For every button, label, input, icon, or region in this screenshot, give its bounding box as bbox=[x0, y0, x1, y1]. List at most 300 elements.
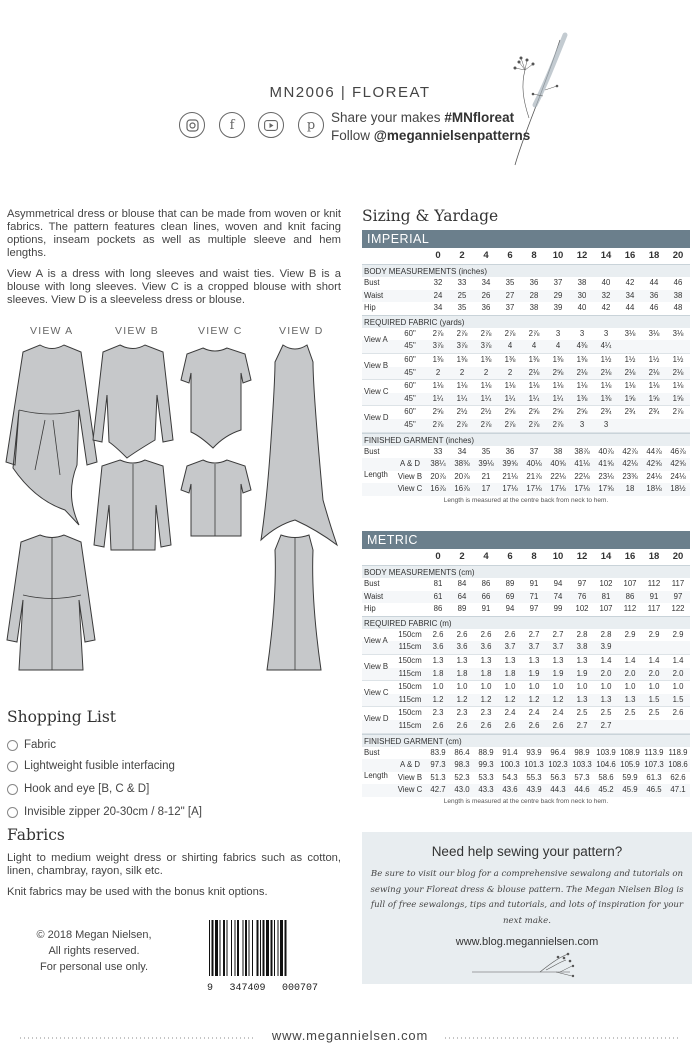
barcode-bar bbox=[245, 920, 247, 976]
table-cell: 97 bbox=[673, 591, 683, 601]
table-cell: 38¼ bbox=[430, 459, 446, 469]
table-cell: 2.3 bbox=[480, 708, 492, 718]
table-cell: 3 bbox=[579, 419, 585, 429]
table-cell: 2.6 bbox=[456, 720, 468, 730]
view-label-cell: View A bbox=[364, 334, 388, 344]
table-row bbox=[362, 419, 690, 432]
table-cell: 17⅛ bbox=[502, 484, 518, 494]
size-header-cell: 10 bbox=[552, 551, 564, 562]
table-cell: 1⅝ bbox=[648, 393, 660, 403]
table-row bbox=[362, 367, 690, 380]
row-label: Bust bbox=[364, 446, 380, 456]
table-cell: 37 bbox=[529, 446, 539, 456]
table-row bbox=[362, 458, 690, 471]
table-cell: 38⅞ bbox=[574, 446, 590, 456]
shopping-item[interactable]: Hook and eye [B, C & D] bbox=[7, 783, 149, 795]
table-cell: 3 bbox=[555, 328, 561, 338]
checkbox-icon[interactable] bbox=[7, 740, 18, 751]
table-cell: 1⅛ bbox=[432, 381, 444, 391]
table-cell: 76 bbox=[577, 591, 587, 601]
row-sublabel: View B bbox=[397, 772, 423, 782]
table-cell: 89 bbox=[457, 604, 467, 614]
table-cell: 2⅛ bbox=[648, 367, 660, 377]
table-cell: 86 bbox=[625, 591, 635, 601]
table-cell: 61 bbox=[433, 591, 443, 601]
size-header-cell: 16 bbox=[624, 250, 636, 261]
table-cell: 1⅝ bbox=[624, 393, 636, 403]
table-cell: 104.6 bbox=[596, 760, 616, 770]
table-cell: 24 bbox=[433, 290, 443, 300]
table-cell: 24⅛ bbox=[646, 471, 662, 481]
view-label-cell: View C bbox=[364, 387, 389, 397]
table-cell: 2 bbox=[483, 367, 489, 377]
row-sublabel: 115cm bbox=[398, 720, 422, 730]
table-cell: 2.6 bbox=[480, 629, 492, 639]
table-cell: 35 bbox=[481, 446, 491, 456]
table-cell: 36 bbox=[649, 290, 659, 300]
footer-website-link[interactable]: www.megannielsen.com bbox=[271, 1028, 429, 1043]
table-cell: 1⅛ bbox=[624, 381, 636, 391]
table-cell: 99.3 bbox=[478, 760, 494, 770]
table-cell: 1⅛ bbox=[648, 381, 660, 391]
table-cell: 22⅛ bbox=[574, 471, 590, 481]
botanical-sprig-icon bbox=[470, 952, 590, 980]
table-cell: 2.3 bbox=[456, 708, 468, 718]
table-cell: 29 bbox=[553, 290, 563, 300]
table-cell: 38 bbox=[553, 446, 563, 456]
checkbox-icon[interactable] bbox=[7, 784, 18, 795]
table-cell: 40 bbox=[601, 278, 611, 287]
fabric-view-group bbox=[362, 681, 690, 707]
table-cell: 2⅛ bbox=[624, 367, 636, 377]
checkbox-icon[interactable] bbox=[7, 807, 18, 818]
table-cell: 2.6 bbox=[672, 708, 684, 718]
table-cell: 1.8 bbox=[432, 668, 444, 678]
row-sublabel: 60" bbox=[404, 407, 416, 417]
view-label-cell: View A bbox=[364, 635, 388, 645]
table-cell: 43.9 bbox=[526, 785, 542, 795]
table-cell: 1.3 bbox=[456, 655, 468, 665]
table-cell: 1.2 bbox=[528, 694, 540, 704]
table-cell: 44 bbox=[649, 278, 659, 287]
metric-table bbox=[362, 531, 690, 807]
row-label bbox=[362, 483, 394, 496]
size-header-cell: 16 bbox=[624, 551, 636, 562]
row-label: Hip bbox=[364, 604, 376, 614]
table-cell: 2⅛ bbox=[528, 367, 540, 377]
help-text: Be sure to visit our blog for a comprehensive sewalong and tutorials on sewing your Floreat dress & blouse pattern. The Megan Nielsen Blog is full of free sewalongs, tips and tutorials, and lots of inspiration for your next make. bbox=[370, 869, 684, 926]
row-sublabel: 45" bbox=[404, 341, 416, 351]
view-label-cell: View D bbox=[364, 714, 389, 724]
table-cell: 97 bbox=[577, 579, 587, 588]
table-cell: 16⅞ bbox=[430, 484, 446, 494]
table-cell: 86 bbox=[433, 604, 443, 614]
table-cell: 40⅝ bbox=[550, 459, 566, 469]
shopping-item[interactable]: Invisible zipper 20-30cm / 8-12" [A] bbox=[7, 806, 202, 818]
blank-cell bbox=[394, 248, 426, 264]
barcode-bar bbox=[252, 920, 253, 976]
table-cell: 74 bbox=[553, 591, 563, 601]
table-cell: 43.3 bbox=[478, 785, 494, 795]
table-cell: 18⅛ bbox=[646, 484, 662, 494]
table-cell: 102 bbox=[575, 604, 589, 614]
table-cell: 1.0 bbox=[456, 682, 468, 692]
view-b-back-drawing bbox=[94, 460, 171, 550]
youtube-icon[interactable] bbox=[258, 112, 284, 138]
table-row bbox=[362, 694, 690, 707]
fabric-view-group bbox=[362, 354, 690, 380]
table-cell: 118.9 bbox=[668, 747, 688, 757]
table-row bbox=[362, 641, 690, 654]
table-cell bbox=[642, 340, 666, 353]
table-cell: 2.7 bbox=[576, 720, 588, 730]
table-cell: 2.6 bbox=[504, 629, 516, 639]
pinterest-icon[interactable]: p bbox=[298, 112, 324, 138]
view-b-label: VIEW B bbox=[115, 325, 159, 337]
table-cell: 3⅞ bbox=[456, 341, 468, 351]
table-cell: 57.3 bbox=[574, 772, 590, 782]
table-cell: 4⅜ bbox=[576, 341, 588, 351]
row-label bbox=[362, 458, 394, 471]
view-b-front-drawing bbox=[93, 345, 173, 458]
table-cell bbox=[618, 641, 642, 654]
table-row bbox=[362, 340, 690, 353]
table-cell bbox=[642, 419, 666, 432]
table-cell: 1⅛ bbox=[528, 381, 540, 391]
table-cell: 1⅛ bbox=[504, 381, 516, 391]
row-sublabel: 150cm bbox=[398, 682, 422, 692]
size-header-cell: 12 bbox=[576, 551, 588, 562]
required-fabric-head: REQUIRED FABRIC (m) bbox=[362, 616, 690, 629]
table-row bbox=[362, 446, 690, 459]
barcode-bar bbox=[257, 920, 259, 976]
table-cell: 97.3 bbox=[430, 760, 446, 770]
hashtag-link[interactable]: #MNfloreat bbox=[444, 110, 515, 125]
size-header-cell: 0 bbox=[435, 551, 441, 562]
table-cell: 1.0 bbox=[576, 682, 588, 692]
table-cell: 2⅞ bbox=[672, 407, 684, 417]
barcode-bar bbox=[235, 920, 236, 976]
view-a-front-drawing bbox=[6, 345, 97, 525]
table-cell: 42 bbox=[601, 303, 611, 313]
table-cell: 55.3 bbox=[526, 772, 542, 782]
table-cell: 86.4 bbox=[454, 747, 470, 757]
size-header-cell: 4 bbox=[483, 250, 489, 261]
table-cell: 2.6 bbox=[432, 629, 444, 639]
blank-cell bbox=[362, 549, 394, 565]
table-cell: 1.2 bbox=[504, 694, 516, 704]
table-cell: 2½ bbox=[480, 407, 492, 417]
table-cell: 1.3 bbox=[504, 655, 516, 665]
row-sublabel: View B bbox=[397, 471, 423, 481]
shopping-item[interactable]: Fabric bbox=[7, 739, 56, 751]
table-cell: 1.0 bbox=[504, 682, 516, 692]
barcode-bar bbox=[227, 920, 228, 976]
table-cell: 107 bbox=[623, 579, 637, 588]
table-cell: 2.7 bbox=[528, 629, 540, 639]
view-label-cell: View B bbox=[364, 661, 389, 671]
table-cell: 1.0 bbox=[552, 682, 564, 692]
table-cell: 44.6 bbox=[574, 785, 590, 795]
table-cell: 117 bbox=[671, 579, 685, 588]
row-sublabel bbox=[394, 603, 426, 616]
table-cell: 2.7 bbox=[552, 629, 564, 639]
table-cell: 1.4 bbox=[624, 655, 636, 665]
table-cell: 105.9 bbox=[620, 760, 640, 770]
table-cell: 1.3 bbox=[576, 694, 588, 704]
table-cell: 2½ bbox=[456, 407, 468, 417]
table-cell: 1.0 bbox=[528, 682, 540, 692]
table-cell: 2¾ bbox=[648, 407, 660, 417]
row-sublabel: View C bbox=[397, 484, 423, 494]
table-cell: 66 bbox=[481, 591, 491, 601]
table-cell: 2.9 bbox=[624, 629, 636, 639]
table-cell: 2.0 bbox=[600, 668, 612, 678]
row-sublabel: 60" bbox=[404, 354, 416, 364]
table-cell: 2⅞ bbox=[456, 419, 468, 429]
row-label bbox=[362, 759, 394, 772]
table-cell: 58.6 bbox=[598, 772, 614, 782]
table-cell: 2⅞ bbox=[432, 328, 444, 338]
table-cell: 2.5 bbox=[576, 708, 588, 718]
table-row bbox=[362, 328, 690, 341]
table-cell: 89 bbox=[505, 579, 515, 588]
handle-link[interactable]: @megannielsenpatterns bbox=[373, 128, 531, 143]
view-d-label: VIEW D bbox=[279, 325, 324, 337]
size-header-cell: 4 bbox=[483, 551, 489, 562]
table-cell: 3.6 bbox=[432, 642, 444, 652]
table-cell: 22⅛ bbox=[550, 471, 566, 481]
help-box bbox=[362, 832, 692, 984]
size-header-cell: 10 bbox=[552, 250, 564, 261]
instagram-icon[interactable] bbox=[179, 112, 205, 138]
table-cell: 35 bbox=[505, 278, 515, 287]
table-cell: 1.3 bbox=[576, 655, 588, 665]
table-cell: 81 bbox=[601, 591, 611, 601]
table-cell: 3⅛ bbox=[624, 328, 636, 338]
table-cell: 2.6 bbox=[456, 629, 468, 639]
follow-line: Follow @megannielsenpatterns bbox=[331, 128, 531, 143]
table-cell: 42⅝ bbox=[646, 459, 662, 469]
body-measurements-head: BODY MEASUREMENTS (inches) bbox=[362, 264, 690, 277]
table-cell: 1.5 bbox=[648, 694, 660, 704]
table-cell: 44.3 bbox=[550, 785, 566, 795]
table-cell: 91 bbox=[529, 579, 539, 588]
table-cell: 2⅝ bbox=[552, 407, 564, 417]
table-row bbox=[362, 277, 690, 290]
table-cell: 1.2 bbox=[552, 694, 564, 704]
table-cell: 33 bbox=[457, 278, 467, 287]
view-label-cell: View C bbox=[364, 688, 389, 698]
table-cell: 1.4 bbox=[648, 655, 660, 665]
sizes-row bbox=[362, 549, 690, 565]
table-cell: 98.3 bbox=[454, 760, 470, 770]
table-cell: 2⅞ bbox=[528, 419, 540, 429]
table-cell: 45.2 bbox=[598, 785, 614, 795]
table-cell: 17 bbox=[481, 484, 491, 494]
table-cell: 1.3 bbox=[600, 694, 612, 704]
table-cell: 1⅝ bbox=[672, 393, 684, 403]
description-paragraph-1: Asymmetrical dress or blouse that can be made from woven or knit fabrics. The pattern features clean lines, woven and knit facing options, inseam pockets as well as multiple sleeve and hem lengths. bbox=[7, 208, 341, 260]
table-cell: 42 bbox=[625, 278, 635, 287]
table-cell: 44⅞ bbox=[646, 446, 662, 456]
table-cell: 34 bbox=[457, 446, 467, 456]
row-sublabel bbox=[394, 302, 426, 315]
table-cell: 2⅞ bbox=[504, 328, 516, 338]
table-cell: 51.3 bbox=[430, 772, 446, 782]
table-row bbox=[362, 747, 690, 760]
row-sublabel bbox=[394, 591, 426, 604]
checkbox-icon[interactable] bbox=[7, 761, 18, 772]
barcode-bar bbox=[223, 920, 225, 976]
barcode-bar bbox=[260, 920, 261, 976]
barcode-bar bbox=[243, 920, 244, 976]
table-cell: 41⅝ bbox=[598, 459, 614, 469]
row-sublabel: A & D bbox=[400, 760, 420, 770]
row-sublabel: 45" bbox=[404, 419, 416, 429]
table-cell: 45.9 bbox=[622, 785, 638, 795]
table-cell: 1.0 bbox=[672, 682, 684, 692]
table-cell: 17⅛ bbox=[574, 484, 590, 494]
table-cell: 21⅞ bbox=[526, 471, 542, 481]
table-cell: 54.3 bbox=[502, 772, 518, 782]
table-cell bbox=[618, 340, 642, 353]
table-cell: 2⅞ bbox=[504, 419, 516, 429]
view-d-back-drawing bbox=[267, 535, 321, 670]
table-cell: 42⅝ bbox=[670, 459, 686, 469]
blog-link[interactable]: www.blog.megannielsen.com bbox=[455, 936, 599, 948]
table-cell: 40⅞ bbox=[598, 446, 614, 456]
table-cell: 36 bbox=[505, 446, 515, 456]
table-cell: 108.9 bbox=[620, 747, 640, 757]
table-cell: 2 bbox=[435, 367, 441, 377]
table-cell: 1.4 bbox=[600, 655, 612, 665]
row-sublabel: 150cm bbox=[398, 655, 422, 665]
table-cell: 93.9 bbox=[526, 747, 542, 757]
row-sublabel: 60" bbox=[404, 381, 416, 391]
barcode-bar bbox=[285, 920, 287, 976]
table-cell: 1⅜ bbox=[456, 354, 468, 364]
table-cell: 23⅛ bbox=[598, 471, 614, 481]
fabric-view-group bbox=[362, 406, 690, 432]
table-cell: 1.9 bbox=[576, 668, 588, 678]
table-cell: 35 bbox=[457, 303, 467, 313]
size-header-cell: 18 bbox=[648, 551, 660, 562]
table-cell: 33 bbox=[433, 446, 443, 456]
table-cell: 103.3 bbox=[572, 760, 592, 770]
barcode: 9 347409 000707 bbox=[205, 920, 320, 994]
table-row bbox=[362, 603, 690, 616]
barcode-bar bbox=[231, 920, 232, 976]
imperial-table bbox=[362, 230, 690, 506]
table-cell: 94 bbox=[505, 604, 515, 614]
table-cell: 84 bbox=[457, 579, 467, 588]
row-label: Hip bbox=[364, 303, 376, 313]
view-c-label: VIEW C bbox=[198, 325, 243, 337]
imperial-header: IMPERIAL bbox=[362, 230, 690, 248]
size-header-cell: 18 bbox=[648, 250, 660, 261]
size-header-cell: 6 bbox=[507, 551, 513, 562]
table-cell: 2 bbox=[507, 367, 513, 377]
size-header-cell: 2 bbox=[459, 250, 465, 261]
view-c-front-drawing bbox=[181, 348, 251, 448]
row-sublabel: 60" bbox=[404, 328, 416, 338]
table-cell: 2.6 bbox=[480, 720, 492, 730]
table-cell: 96.4 bbox=[550, 747, 566, 757]
table-cell: 2.9 bbox=[648, 629, 660, 639]
table-cell: 1⅛ bbox=[456, 381, 468, 391]
size-header-cell: 8 bbox=[531, 250, 537, 261]
table-cell: 1⅛ bbox=[576, 381, 588, 391]
barcode-bar bbox=[271, 920, 273, 976]
technical-drawings bbox=[5, 340, 345, 690]
table-cell: 107.3 bbox=[644, 760, 664, 770]
table-cell: 2.0 bbox=[648, 668, 660, 678]
table-cell: 3.7 bbox=[528, 642, 540, 652]
table-cell: 102.3 bbox=[548, 760, 568, 770]
table-cell: 1¼ bbox=[528, 393, 540, 403]
size-header-cell: 20 bbox=[672, 551, 684, 562]
table-cell: 1¼ bbox=[480, 393, 492, 403]
size-header-cell: 8 bbox=[531, 551, 537, 562]
barcode-bar bbox=[237, 920, 239, 976]
share-line: Share your makes #MNfloreat bbox=[331, 110, 515, 125]
table-row bbox=[362, 629, 690, 642]
table-row bbox=[362, 707, 690, 720]
table-cell: 1.3 bbox=[432, 655, 444, 665]
table-row bbox=[362, 290, 690, 303]
table-cell: 1⅜ bbox=[552, 354, 564, 364]
table-cell: 1¼ bbox=[552, 393, 564, 403]
copyright: © 2018 Megan Nielsen, All rights reserved. For personal use only. bbox=[36, 929, 152, 973]
table-cell: 43.6 bbox=[502, 785, 518, 795]
table-cell: 3.9 bbox=[600, 642, 612, 652]
row-label: Bust bbox=[364, 579, 380, 588]
table-row bbox=[362, 772, 690, 785]
length-group bbox=[362, 759, 690, 797]
table-row bbox=[362, 591, 690, 604]
fabric-view-group bbox=[362, 629, 690, 655]
table-cell: 2.8 bbox=[600, 629, 612, 639]
table-cell bbox=[666, 419, 690, 432]
table-cell: 38 bbox=[673, 290, 683, 300]
table-cell: 38⅜ bbox=[454, 459, 470, 469]
facebook-icon[interactable]: f bbox=[219, 112, 245, 138]
table-cell: 3⅛ bbox=[648, 328, 660, 338]
table-cell: 20⅞ bbox=[430, 471, 446, 481]
row-sublabel bbox=[394, 290, 426, 303]
table-cell: 2.5 bbox=[624, 708, 636, 718]
table-cell: 42⅞ bbox=[622, 446, 638, 456]
table-cell: 1.0 bbox=[624, 682, 636, 692]
shopping-list-title: Shopping List bbox=[7, 708, 116, 726]
table-cell: 32 bbox=[601, 290, 611, 300]
table-cell: 91.4 bbox=[502, 747, 518, 757]
table-cell: 108.6 bbox=[668, 760, 688, 770]
table-cell: 16⅞ bbox=[454, 484, 470, 494]
table-cell: 32 bbox=[433, 278, 443, 287]
table-cell: 1.5 bbox=[672, 694, 684, 704]
table-cell: 28 bbox=[529, 290, 539, 300]
table-cell: 44 bbox=[625, 303, 635, 313]
table-cell: 2⅝ bbox=[504, 407, 516, 417]
row-sublabel: 115cm bbox=[398, 668, 422, 678]
table-cell: 1⅜ bbox=[600, 393, 612, 403]
row-label: Bust bbox=[364, 278, 380, 287]
shopping-item[interactable]: Lightweight fusible interfacing bbox=[7, 760, 175, 772]
table-cell: 2.0 bbox=[672, 668, 684, 678]
table-cell: 1¼ bbox=[456, 393, 468, 403]
